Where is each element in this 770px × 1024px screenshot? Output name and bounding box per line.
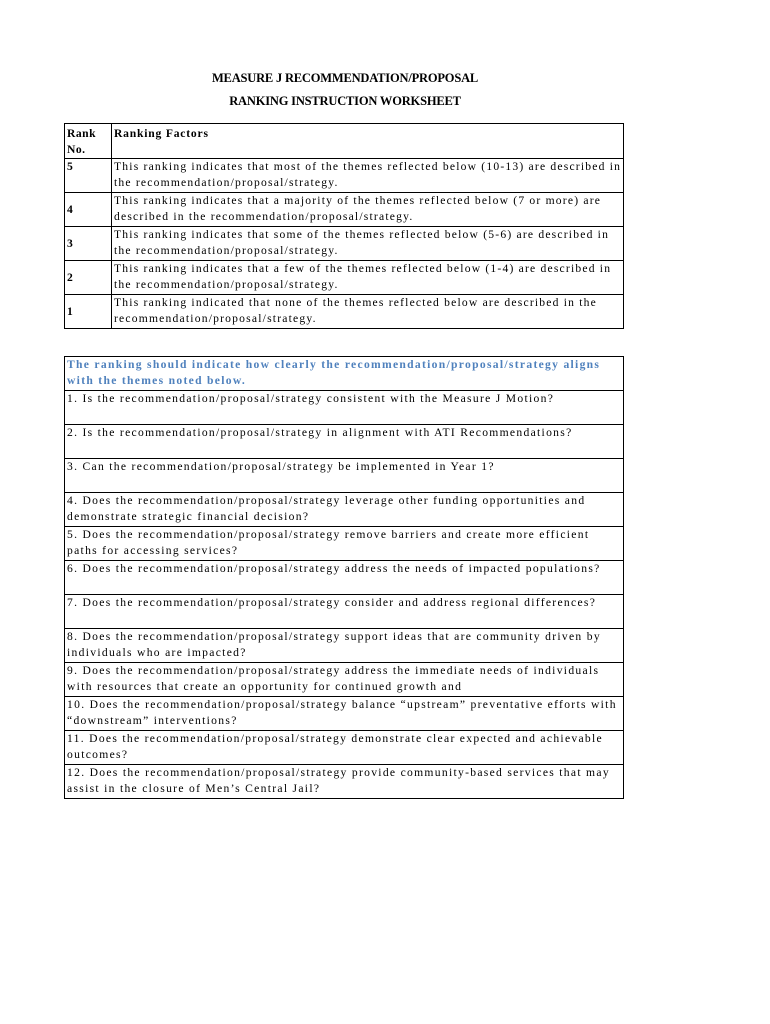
ranking-row [65, 295, 624, 329]
question-text: 11. Does the recommendation/proposal/strategy demonstrate clear expected and achievable outcomes? [65, 731, 624, 765]
ranking-row [65, 227, 624, 261]
question-row [65, 629, 624, 663]
ranking-note: The ranking should indicate how clearly the recommendation/proposal/strategy aligns with the themes noted below. [65, 357, 624, 391]
question-row [65, 391, 624, 425]
question-text: 1. Is the recommendation/proposal/strategy consistent with the Measure J Motion? [65, 391, 624, 425]
question-text: 3. Can the recommendation/proposal/strategy be implemented in Year 1? [65, 459, 624, 493]
ranking-factor-text: This ranking indicates that a few of the themes reflected below (1-4) are described in the recommendation/proposal/strategy. [112, 261, 624, 295]
ranking-row [65, 159, 624, 193]
ranking-row [65, 261, 624, 295]
themes-table [64, 356, 624, 799]
question-row [65, 561, 624, 595]
question-row [65, 595, 624, 629]
question-text: 5. Does the recommendation/proposal/strategy remove barriers and create more efficient paths for accessing services? [65, 527, 624, 561]
question-text: 2. Is the recommendation/proposal/strategy in alignment with ATI Recommendations? [65, 425, 624, 459]
question-text: 6. Does the recommendation/proposal/strategy address the needs of impacted populations? [65, 561, 624, 595]
question-row [65, 493, 624, 527]
question-row [65, 663, 624, 697]
question-text: 8. Does the recommendation/proposal/strategy support ideas that are community driven by individuals who are impacted? [65, 629, 624, 663]
question-text: 10. Does the recommendation/proposal/strategy balance “upstream” preventative efforts with “downstream” interventions? [65, 697, 624, 731]
ranking-factor-text: This ranking indicates that some of the themes reflected below (5-6) are described in the recommendation/proposal/strategy. [112, 227, 624, 261]
question-row [65, 697, 624, 731]
ranking-header-row [65, 124, 624, 159]
rank-number-header: Rank No. [65, 124, 112, 159]
question-row [65, 731, 624, 765]
rank-number: 1 [65, 295, 112, 329]
question-row [65, 527, 624, 561]
question-row [65, 425, 624, 459]
ranking-table [64, 123, 624, 329]
ranking-note-row [65, 357, 624, 391]
question-text: 4. Does the recommendation/proposal/strategy leverage other funding opportunities and demonstrate strategic financial decision? [65, 493, 624, 527]
ranking-factors-header: Ranking Factors [112, 124, 624, 159]
ranking-factor-text: This ranking indicates that a majority of the themes reflected below (7 or more) are described in the recommendation/proposal/strategy. [112, 193, 624, 227]
rank-number: 5 [65, 159, 112, 193]
rank-number: 4 [65, 193, 112, 227]
rank-number: 3 [65, 227, 112, 261]
worksheet-title-line2: RANKING INSTRUCTION WORKSHEET [229, 94, 461, 108]
rank-number: 2 [65, 261, 112, 295]
ranking-factor-text: This ranking indicates that most of the themes reflected below (10-13) are described in the recommendation/proposal/strategy. [112, 159, 624, 193]
question-text: 9. Does the recommendation/proposal/strategy address the immediate needs of individuals with resources that create an opportunity for continued growth and [65, 663, 624, 697]
question-text: 7. Does the recommendation/proposal/strategy consider and address regional differences? [65, 595, 624, 629]
question-text: 12. Does the recommendation/proposal/strategy provide community-based services that may assist in the closure of Men’s Central Jail? [65, 765, 624, 799]
worksheet-title-line1: MEASURE J RECOMMENDATION/PROPOSAL [211, 71, 479, 85]
ranking-row [65, 193, 624, 227]
question-row [65, 459, 624, 493]
ranking-factor-text: This ranking indicated that none of the themes reflected below are described in the recommendation/proposal/strategy. [112, 295, 624, 329]
question-row [65, 765, 624, 799]
